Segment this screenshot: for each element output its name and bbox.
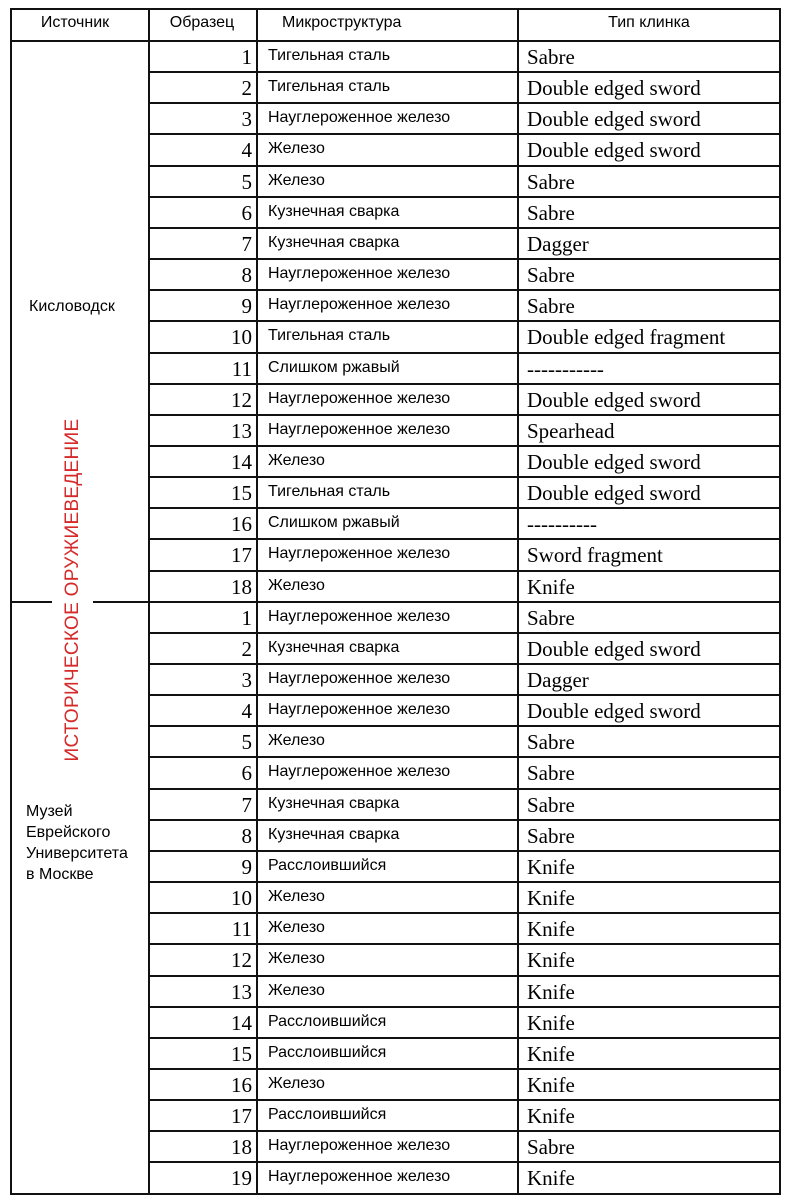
sample-number: 7 [241, 793, 252, 817]
table-row [0, 850, 798, 881]
sample-number: 8 [241, 263, 252, 287]
sample-number: 9 [241, 855, 252, 879]
sample-number: 14 [231, 1011, 252, 1035]
header-sample: Образец [169, 14, 235, 31]
microstructure-cell: Железо [268, 950, 325, 967]
header-microstructure: Микроструктура [282, 14, 402, 31]
blade-type-cell: Sabre [527, 761, 575, 785]
table-row [0, 40, 798, 71]
sample-number: 9 [241, 294, 252, 318]
table-row [0, 71, 798, 102]
table-row [0, 725, 798, 756]
sample-number: 15 [231, 481, 252, 505]
table-row [0, 538, 798, 569]
microstructure-cell: Науглероженное железо [268, 1137, 451, 1154]
sample-number: 17 [231, 543, 252, 567]
table-row [0, 819, 798, 850]
table-row [0, 663, 798, 694]
sample-number: 15 [231, 1042, 252, 1066]
microstructure-cell: Науглероженное железо [268, 1168, 451, 1185]
blade-type-cell: Spearhead [527, 419, 615, 443]
microstructure-cell: Кузнечная сварка [268, 639, 400, 656]
sample-number: 13 [231, 419, 252, 443]
blade-type-cell: Knife [527, 1042, 575, 1066]
sample-number: 8 [241, 824, 252, 848]
sample-number: 13 [231, 980, 252, 1004]
sample-number: 11 [231, 917, 252, 941]
sample-number: 4 [241, 699, 252, 723]
blade-type-cell: Double edged sword [527, 107, 701, 131]
microstructure-cell: Кузнечная сварка [268, 203, 400, 220]
microstructure-cell: Расслоившийся [268, 857, 387, 874]
microstructure-cell: Железо [268, 1075, 325, 1092]
sample-number: 18 [231, 1135, 252, 1159]
blade-type-cell: Knife [527, 1073, 575, 1097]
table-row [0, 912, 798, 943]
blade-type-cell: Sabre [527, 170, 575, 194]
microstructure-cell: Тигельная сталь [268, 327, 391, 344]
table-row [0, 1006, 798, 1037]
microstructure-cell: Науглероженное железо [268, 421, 451, 438]
blade-type-cell: Sabre [527, 263, 575, 287]
sample-number: 11 [231, 357, 252, 381]
sample-number: 3 [241, 668, 252, 692]
blade-type-cell: Knife [527, 855, 575, 879]
microstructure-cell: Железо [268, 888, 325, 905]
blade-type-cell: ----------- [527, 357, 604, 381]
sample-number: 10 [231, 886, 252, 910]
microstructure-cell: Тигельная сталь [268, 78, 391, 95]
source-group-museum-line: Музей [26, 803, 73, 820]
header-source: Источник [40, 14, 110, 31]
microstructure-cell: Тигельная сталь [268, 47, 391, 64]
table-row [0, 1037, 798, 1068]
sample-number: 4 [241, 138, 252, 162]
table-bottom-border [10, 1193, 781, 1195]
microstructure-cell: Железо [268, 982, 325, 999]
blade-type-cell: Sabre [527, 606, 575, 630]
sample-number: 10 [231, 325, 252, 349]
table-row [0, 476, 798, 507]
blade-type-cell: Sword fragment [527, 543, 663, 567]
table-row [0, 320, 798, 351]
blade-type-cell: Double edged sword [527, 138, 701, 162]
table-row [0, 196, 798, 227]
blade-type-cell: Dagger [527, 232, 589, 256]
microstructure-cell: Железо [268, 577, 325, 594]
blade-type-cell: Double edged sword [527, 450, 701, 474]
sample-number: 7 [241, 232, 252, 256]
microstructure-cell: Науглероженное железо [268, 296, 451, 313]
table-row [0, 383, 798, 414]
blade-type-cell: Knife [527, 1166, 575, 1190]
table-row [0, 756, 798, 787]
blade-type-cell: Sabre [527, 294, 575, 318]
table-row [0, 165, 798, 196]
blade-type-cell: Dagger [527, 668, 589, 692]
blade-type-cell: Double edged sword [527, 76, 701, 100]
table-row [0, 601, 798, 632]
sample-number: 19 [231, 1166, 252, 1190]
sample-number: 18 [231, 575, 252, 599]
microstructure-cell: Тигельная сталь [268, 483, 391, 500]
sample-number: 5 [241, 170, 252, 194]
table-row [0, 507, 798, 538]
blade-type-cell: Double edged fragment [527, 325, 726, 349]
microstructure-cell: Науглероженное железо [268, 701, 451, 718]
microstructure-cell: Науглероженное железо [268, 545, 451, 562]
table-row [0, 632, 798, 663]
microstructure-cell: Науглероженное железо [268, 608, 451, 625]
blade-type-cell: Double edged sword [527, 388, 701, 412]
microstructure-cell: Слишком ржавый [268, 359, 400, 376]
blade-type-cell: Sabre [527, 1135, 575, 1159]
blade-type-cell: Sabre [527, 824, 575, 848]
microstructure-cell: Расслоившийся [268, 1044, 387, 1061]
microstructure-cell: Железо [268, 919, 325, 936]
microstructure-cell: Науглероженное железо [268, 265, 451, 282]
table-row [0, 414, 798, 445]
microstructure-cell: Железо [268, 172, 325, 189]
header-blade-type: Тип клинка [608, 14, 690, 31]
sample-number: 3 [241, 107, 252, 131]
microstructure-cell: Расслоившийся [268, 1013, 387, 1030]
blade-type-cell: Sabre [527, 201, 575, 225]
sample-number: 17 [231, 1104, 252, 1128]
sample-number: 14 [231, 450, 252, 474]
table-row [0, 1130, 798, 1161]
blade-type-cell: Sabre [527, 45, 575, 69]
blade-type-cell: Double edged sword [527, 699, 701, 723]
microstructure-cell: Науглероженное железо [268, 763, 451, 780]
table-row [0, 1099, 798, 1130]
blade-type-cell: Knife [527, 886, 575, 910]
source-group-museum-line: Университета [26, 845, 128, 862]
sample-number: 12 [231, 948, 252, 972]
microstructure-cell: Расслоившийся [268, 1106, 387, 1123]
sample-number: 12 [231, 388, 252, 412]
sample-number: 5 [241, 730, 252, 754]
table-top-border [10, 8, 781, 10]
blade-type-cell: Knife [527, 948, 575, 972]
sample-number: 16 [231, 512, 252, 536]
table-row [0, 943, 798, 974]
table-row [0, 788, 798, 819]
blade-type-cell: Sabre [527, 793, 575, 817]
sample-number: 6 [241, 201, 252, 225]
table-row [0, 1068, 798, 1099]
table-row [0, 445, 798, 476]
table-row [0, 102, 798, 133]
source-group-museum-line: Еврейского [26, 824, 111, 841]
sample-number: 2 [241, 637, 252, 661]
watermark-text: ИСТОРИЧЕСКОЕ ОРУЖИЕВЕДЕНИЕ [62, 418, 83, 762]
blade-type-cell: ---------- [527, 512, 597, 536]
sample-number: 1 [241, 45, 252, 69]
blade-type-cell: Knife [527, 917, 575, 941]
table-row [0, 133, 798, 164]
blade-type-cell: Knife [527, 1011, 575, 1035]
blade-type-cell: Knife [527, 980, 575, 1004]
table-row [0, 227, 798, 258]
table-row [0, 352, 798, 383]
blade-type-cell: Sabre [527, 730, 575, 754]
table-row [0, 975, 798, 1006]
microstructure-cell: Науглероженное железо [268, 670, 451, 687]
blade-type-cell: Knife [527, 575, 575, 599]
microstructure-cell: Железо [268, 140, 325, 157]
microstructure-cell: Кузнечная сварка [268, 826, 400, 843]
microstructure-cell: Железо [268, 452, 325, 469]
sample-number: 6 [241, 761, 252, 785]
microstructure-cell: Железо [268, 732, 325, 749]
microstructure-cell: Слишком ржавый [268, 514, 400, 531]
blade-type-cell: Knife [527, 1104, 575, 1128]
table-row [0, 570, 798, 601]
microstructure-cell: Науглероженное железо [268, 390, 451, 407]
microstructure-cell: Кузнечная сварка [268, 795, 400, 812]
microstructure-cell: Науглероженное железо [268, 109, 451, 126]
table-row [0, 881, 798, 912]
source-group-kislovodsk: Кисловодск [29, 298, 115, 315]
sample-number: 2 [241, 76, 252, 100]
sample-number: 16 [231, 1073, 252, 1097]
table-row [0, 1161, 798, 1192]
source-group-museum-line: в Москве [26, 866, 94, 883]
blade-type-cell: Double edged sword [527, 481, 701, 505]
sample-number: 1 [241, 606, 252, 630]
table-row [0, 694, 798, 725]
table-row [0, 258, 798, 289]
microstructure-cell: Кузнечная сварка [268, 234, 400, 251]
table-row [0, 289, 798, 320]
blade-type-cell: Double edged sword [527, 637, 701, 661]
